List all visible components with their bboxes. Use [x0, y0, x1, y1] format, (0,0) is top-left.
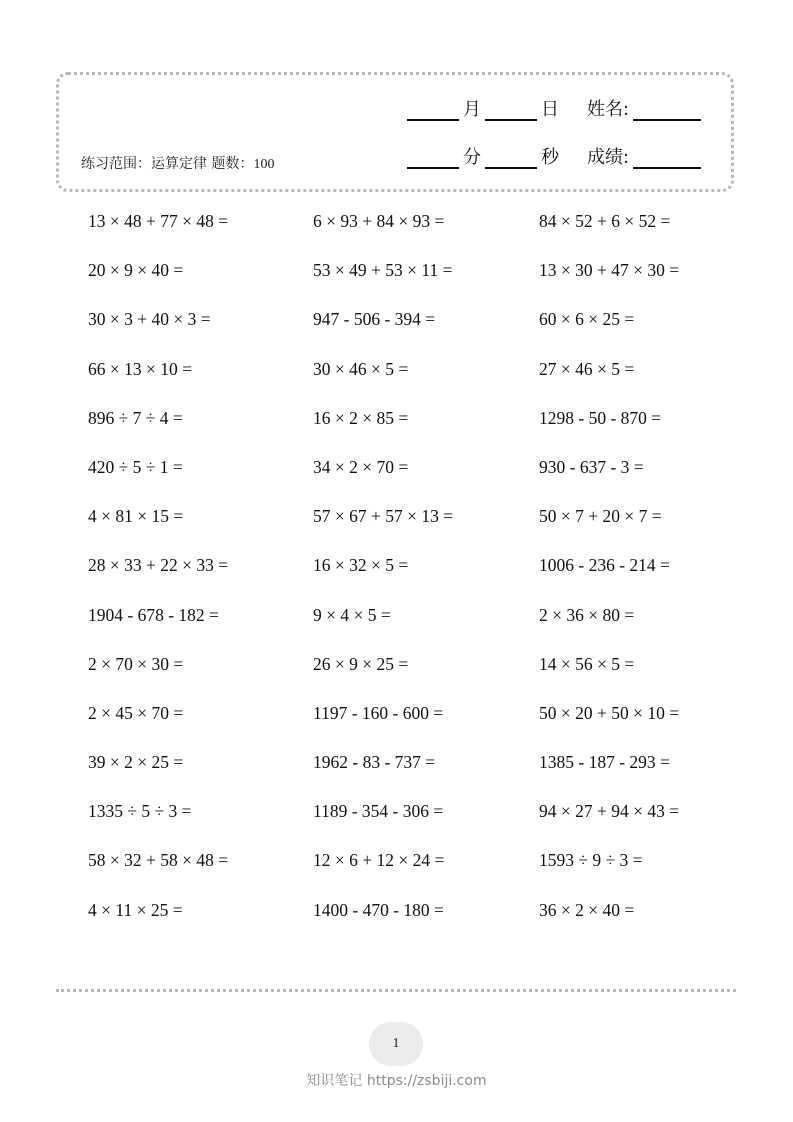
problem-row: [88, 549, 768, 598]
problem-item: 36 × 2 × 40 =: [539, 899, 635, 920]
problem-item: 1593 ÷ 9 ÷ 3 =: [539, 850, 643, 871]
problem-item: 420 ÷ 5 ÷ 1 =: [88, 456, 183, 477]
problem-item: 84 × 52 + 6 × 52 =: [539, 211, 671, 231]
problem-item: 2 × 45 × 70 =: [88, 702, 184, 723]
problem-item: 39 × 2 × 25 =: [88, 752, 184, 773]
problem-row: [88, 894, 768, 943]
problem-item: 30 × 3 + 40 × 3 =: [88, 309, 211, 330]
problem-item: 896 ÷ 7 ÷ 4 =: [88, 407, 183, 428]
problem-row: [88, 353, 768, 402]
problem-row: [88, 795, 768, 844]
day-label: 日: [541, 99, 559, 120]
problem-item: 50 × 7 + 20 × 7 =: [539, 506, 662, 527]
month-label: 月: [463, 99, 481, 120]
problem-item: 66 × 13 × 10 =: [88, 358, 192, 379]
name-label: 姓名:: [587, 99, 630, 120]
page-number-badge: 1: [369, 1022, 423, 1066]
problem-item: 12 × 6 + 12 × 24 =: [313, 850, 445, 871]
problem-item: 4 × 81 × 15 =: [88, 506, 184, 527]
name-blank[interactable]: [633, 101, 701, 121]
problem-item: 13 × 30 + 47 × 30 =: [539, 260, 680, 281]
problem-item: 60 × 6 × 25 =: [539, 309, 635, 330]
header-box: [56, 72, 734, 192]
problem-row: [88, 402, 768, 451]
problem-row: [88, 599, 768, 648]
problem-row: [88, 648, 768, 697]
problem-item: 1197 - 160 - 600 =: [313, 702, 444, 723]
problem-row: [88, 205, 768, 254]
problem-item: 58 × 32 + 58 × 48 =: [88, 850, 229, 871]
problem-item: 57 × 67 + 57 × 13 =: [313, 506, 454, 527]
site-watermark: 知识笔记 https://zsbiji.com: [306, 1073, 487, 1089]
problem-item: 2 × 36 × 80 =: [539, 604, 635, 625]
problem-item: 53 × 49 + 53 × 11 =: [313, 260, 453, 281]
problem-grid: [88, 205, 768, 943]
problem-row: [88, 746, 768, 795]
question-count: 100: [253, 157, 275, 172]
problem-item: 13 × 48 + 77 × 48 =: [88, 211, 229, 231]
problem-item: 26 × 9 × 25 =: [313, 653, 409, 674]
second-blank[interactable]: [485, 149, 537, 169]
problem-item: 14 × 56 × 5 =: [539, 653, 635, 674]
second-label: 秒: [541, 147, 559, 168]
problem-row: [88, 303, 768, 352]
scope-label: 练习范围：运算定律 题数：: [81, 156, 254, 172]
problem-row: [88, 500, 768, 549]
problem-item: 16 × 32 × 5 =: [313, 555, 409, 576]
problem-item: 1385 - 187 - 293 =: [539, 752, 670, 773]
date-name-row: [407, 99, 717, 127]
problem-row: [88, 254, 768, 303]
problem-item: 94 × 27 + 94 × 43 =: [539, 801, 680, 822]
problem-row: [88, 451, 768, 500]
problem-item: 1298 - 50 - 870 =: [539, 407, 662, 428]
problem-row: [88, 697, 768, 746]
problem-item: 947 - 506 - 394 =: [313, 309, 436, 330]
score-blank[interactable]: [633, 149, 701, 169]
minute-label: 分: [463, 147, 481, 168]
problem-item: 50 × 20 + 50 × 10 =: [539, 702, 680, 723]
problem-item: 1335 ÷ 5 ÷ 3 =: [88, 801, 192, 822]
problem-item: 1400 - 470 - 180 =: [313, 899, 444, 920]
problem-item: 930 - 637 - 3 =: [539, 456, 644, 477]
score-label: 成绩:: [587, 147, 630, 168]
time-score-row: [407, 147, 717, 175]
minute-blank[interactable]: [407, 149, 459, 169]
problem-item: 34 × 2 × 70 =: [313, 456, 409, 477]
problem-item: 6 × 93 + 84 × 93 =: [313, 211, 445, 231]
day-blank[interactable]: [485, 101, 537, 121]
footer-divider: [56, 989, 736, 992]
problem-item: 1904 - 678 - 182 =: [88, 604, 219, 625]
problem-item: 28 × 33 + 22 × 33 =: [88, 555, 229, 576]
problem-item: 27 × 46 × 5 =: [539, 358, 635, 379]
problem-item: 1962 - 83 - 737 =: [313, 752, 436, 773]
problem-item: 30 × 46 × 5 =: [313, 358, 409, 379]
problem-item: 4 × 11 × 25 =: [88, 899, 183, 920]
problem-item: 2 × 70 × 30 =: [88, 653, 184, 674]
problem-item: 20 × 9 × 40 =: [88, 260, 184, 281]
problem-item: 1006 - 236 - 214 =: [539, 555, 670, 576]
problem-item: 9 × 4 × 5 =: [313, 604, 391, 625]
problem-item: 1189 - 354 - 306 =: [313, 801, 444, 822]
problem-row: [88, 844, 768, 893]
problem-item: 16 × 2 × 85 =: [313, 407, 409, 428]
month-blank[interactable]: [407, 101, 459, 121]
exercise-meta: [81, 153, 274, 173]
